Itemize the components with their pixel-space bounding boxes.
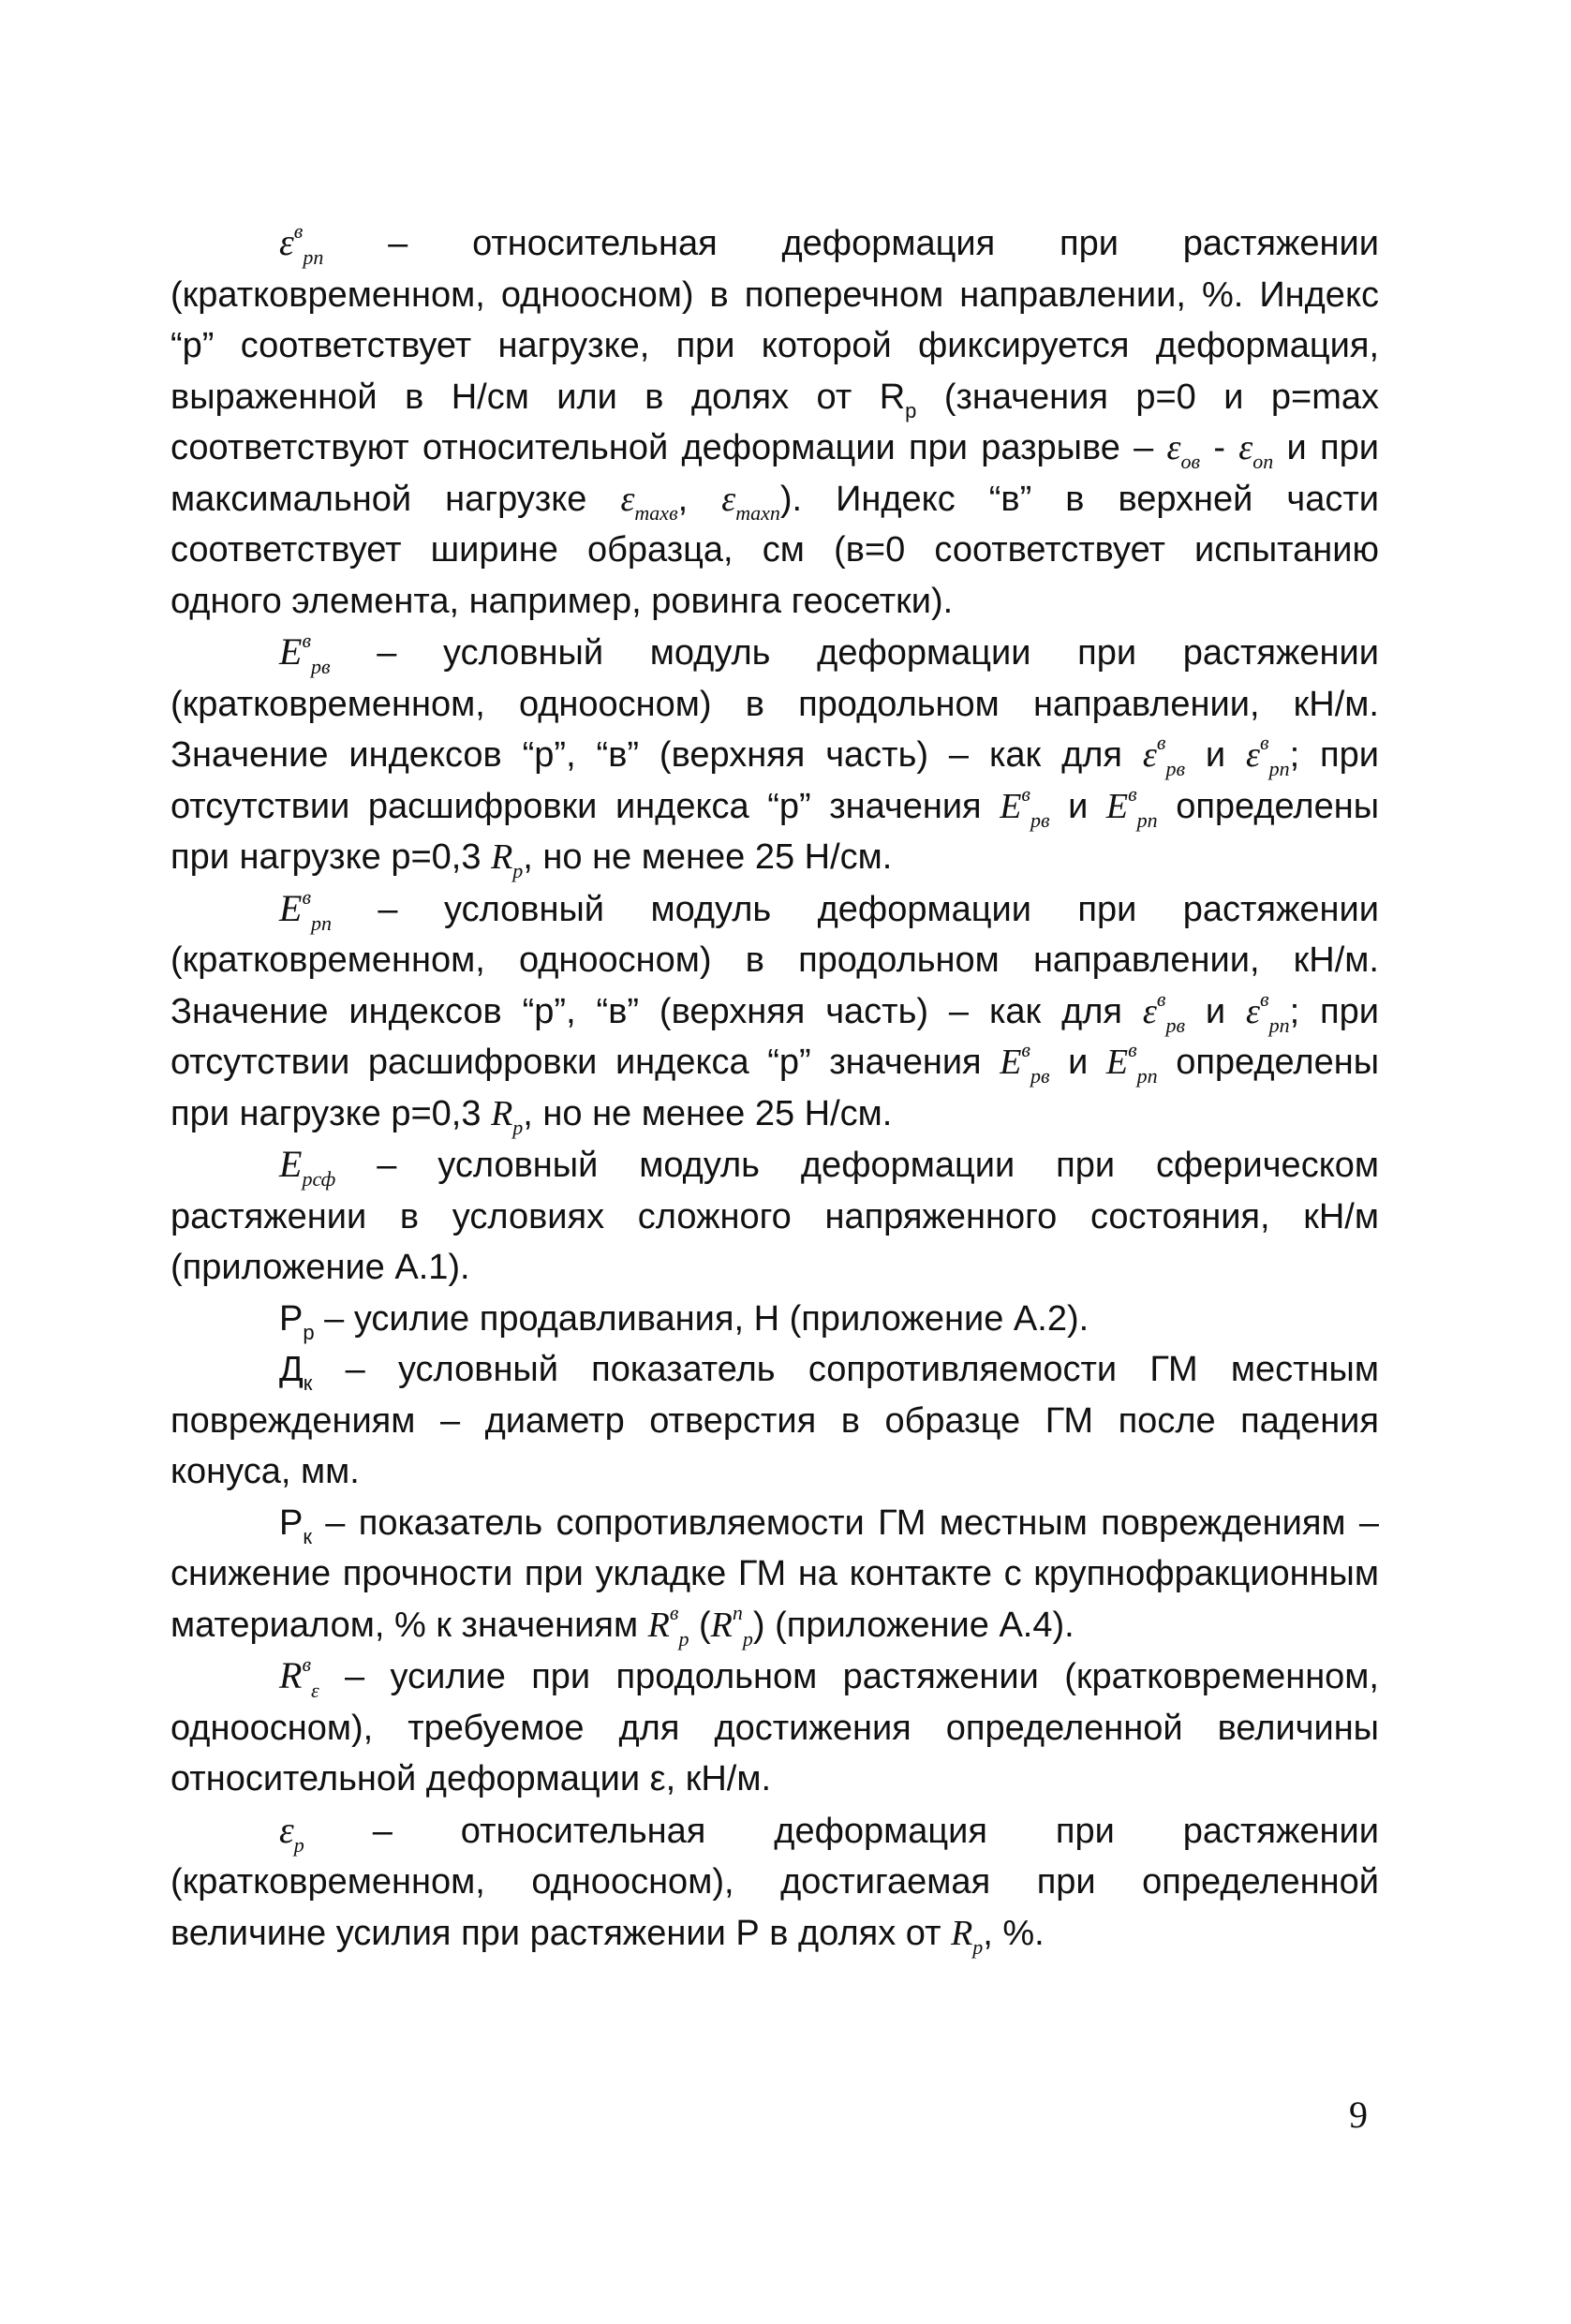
definition-text: и при максимальной нагрузке xyxy=(170,428,1379,519)
definition-text: ) (приложение А.4). xyxy=(752,1605,1075,1645)
definition-text: – условный модуль деформации при растяжении (кратковременном, одноосном) в продольном направлении, кН/м. Значение индексов “р”, “в” (верхняя часть) – как для xyxy=(170,633,1379,775)
symbol-eps-rp: $\varepsilon^в_{рп}$ xyxy=(1246,731,1290,780)
symbol-eps-rv: $\varepsilon^в_{рв}$ xyxy=(1142,731,1186,780)
definition-text: – усилие продавливания, Н (приложение А.2). xyxy=(314,1298,1089,1339)
definition-text: определены при нагрузке р=0,3 xyxy=(170,786,1380,877)
definition-R-eps xyxy=(170,1650,1379,1805)
definition-text: – усилие при продольном растяжении (кратковременном, одноосном), требуемое для достижения определенной величины относительной деформации ε, кН/м. xyxy=(170,1657,1379,1799)
conjunction: и xyxy=(1185,991,1247,1031)
symbol-R-p: $R_р$ xyxy=(491,1093,524,1139)
term-symbol: $Р_к$ xyxy=(279,1502,312,1548)
definition-P-p xyxy=(170,1294,1379,1345)
term-symbol: $Д_к$ xyxy=(279,1350,313,1395)
definition-text: ; при отсутствии расшифровки индекса “р” значения xyxy=(170,991,1379,1082)
term-symbol: $E^в_{рв}$ xyxy=(279,629,331,678)
term-symbol: $R^в_\varepsilon$ xyxy=(279,1652,319,1702)
separator: , xyxy=(677,479,722,519)
conjunction: и xyxy=(1049,786,1106,826)
definition-P-k xyxy=(170,1498,1379,1651)
definition-text: – условный показатель сопротивляемости ГМ местным повреждениям – диаметр отверстия в образце ГМ после падения конуса, мм. xyxy=(170,1350,1379,1491)
term-symbol: $E_{рсф}$ xyxy=(279,1143,336,1191)
conjunction: и xyxy=(1185,735,1247,775)
separator: - xyxy=(1200,428,1239,467)
definition-text: , но не менее 25 Н/см. xyxy=(523,837,893,877)
symbol-eps-maxp: $\varepsilon_{maxп}$ xyxy=(721,479,780,525)
definition-text: – относительная деформация при растяжении (кратковременном, одноосном), достигаемая при определенной величине усилия при растяжении Р в долях от xyxy=(170,1811,1379,1953)
definition-text: – относительная деформация при растяжении (кратковременном, одноосном) в поперечном направлении, %. Индекс “р” соответствует нагрузке, при которой фиксируется деформация, выраженной в Н/см или в долях от R xyxy=(170,224,1379,417)
page-body xyxy=(170,217,1379,1959)
definition-D-k xyxy=(170,1344,1379,1498)
symbol-E-rv: $E^в_{рв}$ xyxy=(1000,1038,1050,1088)
page-number: 9 xyxy=(1349,2094,1368,2136)
definition-text: – показатель сопротивляемости ГМ местным повреждениям – снижение прочности при укладке ГМ на контакте с крупнофракционным материалом, % к значениям xyxy=(170,1502,1379,1645)
symbol-eps-rp: $\varepsilon^в_{рп}$ xyxy=(1246,986,1290,1037)
term-symbol: $\varepsilon^в_{рп}$ xyxy=(279,219,324,269)
symbol-E-rp: $E^в_{рп}$ xyxy=(1105,1038,1158,1088)
definition-E-rp xyxy=(170,883,1379,1140)
definition-text: ; при отсутствии расшифровки индекса “р” значения xyxy=(170,735,1379,826)
symbol-R-p-v: $R^в_р$ xyxy=(647,1600,689,1650)
symbol-R-p: $R_р$ xyxy=(491,837,524,882)
definition-text: ). Индекс “в” в верхней части соответствует ширине образца, см (в=0 соответствует испытанию одного элемента, например, ровинга геосетки). xyxy=(170,479,1379,621)
symbol-E-rv: $E^в_{рв}$ xyxy=(1000,781,1050,832)
term-symbol: $Р_р$ xyxy=(279,1298,315,1344)
symbol-eps-rv: $\varepsilon^в_{рв}$ xyxy=(1142,986,1186,1037)
subscript: р xyxy=(905,398,917,422)
definition-text: определены при нагрузке р=0,3 xyxy=(170,1043,1380,1133)
definition-E-rv xyxy=(170,627,1379,883)
conjunction: и xyxy=(1049,1043,1106,1082)
term-symbol: $\varepsilon_р$ xyxy=(279,1808,304,1857)
definition-text: – условный модуль деформации при сферическом растяжении в условиях сложного напряженного состояния, кН/м (приложение А.1). xyxy=(170,1146,1379,1287)
definition-epsilon-rp-transverse xyxy=(170,217,1379,627)
definition-text: (значения р=0 и р=max соответствуют относительной деформации при разрыве – xyxy=(170,377,1379,467)
definition-epsilon-p xyxy=(170,1805,1379,1960)
definition-E-rsf xyxy=(170,1139,1379,1294)
symbol-eps-op: $\varepsilon_{оп}$ xyxy=(1238,428,1274,473)
symbol-R-p: $R_р$ xyxy=(951,1913,984,1959)
definition-text: , %. xyxy=(983,1913,1045,1953)
symbol-eps-maxv: $\varepsilon_{maxв}$ xyxy=(620,479,678,525)
symbol-E-rp: $E^в_{рп}$ xyxy=(1105,781,1158,832)
definition-text: , но не менее 25 Н/см. xyxy=(523,1093,893,1133)
symbol-eps-ov: $\varepsilon_{ов}$ xyxy=(1166,428,1201,473)
definition-text: – условный модуль деформации при растяжении (кратковременном, одноосном) в продольном направлении, кН/м. Значение индексов “р”, “в” (верхняя часть) – как для xyxy=(170,889,1379,1031)
paren-open: ( xyxy=(689,1605,711,1645)
term-symbol: $E^в_{рп}$ xyxy=(279,884,332,935)
symbol-R-p-n: $R^п_р$ xyxy=(710,1600,753,1650)
